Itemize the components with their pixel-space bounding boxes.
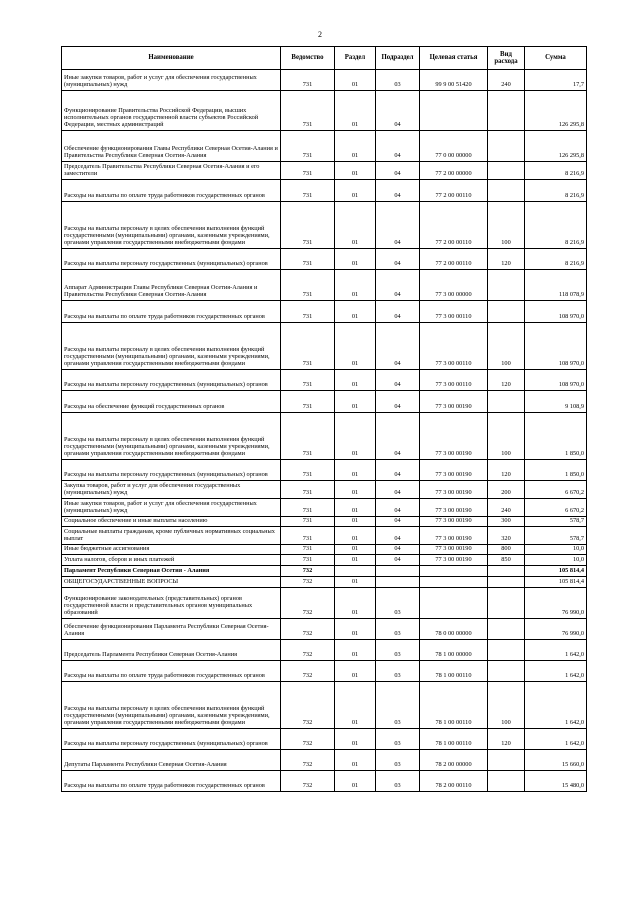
cell-name: Иные закупки товаров, работ и услуг для обеспечения государственных (муниципальных) нужд: [62, 70, 281, 91]
cell-summa: 1 642,0: [525, 682, 587, 729]
cell-podrazdel: 04: [376, 301, 420, 323]
table-row: [62, 517, 587, 527]
table-row: [62, 640, 587, 661]
cell-name: Социальные выплаты гражданам, кроме публичных нормативных социальных выплат: [62, 527, 281, 545]
cell-vedomstvo: 731: [281, 481, 335, 499]
table-row: [62, 527, 587, 545]
cell-podrazdel: 03: [376, 619, 420, 640]
budget-table: [61, 46, 587, 792]
cell-vid-raskhoda: 100: [488, 413, 525, 460]
cell-name: Депутаты Парламента Республики Северная Осетия-Алания: [62, 750, 281, 771]
cell-podrazdel: 04: [376, 323, 420, 370]
cell-razdel: 01: [335, 555, 376, 566]
cell-summa: 10,0: [525, 555, 587, 566]
header-celevaya-statya: Целевая статья: [420, 47, 488, 70]
cell-vid-raskhoda: [488, 91, 525, 131]
header-summa: Сумма: [525, 47, 587, 70]
cell-summa: 105 814,4: [525, 566, 587, 577]
cell-razdel: 01: [335, 661, 376, 682]
table-row: [62, 131, 587, 162]
cell-vedomstvo: 732: [281, 661, 335, 682]
cell-podrazdel: 04: [376, 555, 420, 566]
table-row: [62, 588, 587, 619]
cell-celevaya-statya: 77 3 00 00190: [420, 460, 488, 481]
cell-vedomstvo: 731: [281, 391, 335, 413]
cell-razdel: 01: [335, 729, 376, 750]
cell-vid-raskhoda: [488, 750, 525, 771]
cell-podrazdel: 03: [376, 661, 420, 682]
cell-celevaya-statya: 77 2 00 00110: [420, 249, 488, 270]
cell-podrazdel: 04: [376, 370, 420, 391]
cell-vid-raskhoda: 200: [488, 481, 525, 499]
cell-name: Функционирование законодательных (представительных) органов государственной власти и представительных органов муниципальных образований: [62, 588, 281, 619]
cell-summa: 6 670,2: [525, 481, 587, 499]
table-row: [62, 301, 587, 323]
cell-summa: 1 642,0: [525, 661, 587, 682]
cell-name: Расходы на выплаты персоналу в целях обеспечения выполнения функций государственными (муниципальными) органами, казенными учреждениями, органами управления государственными внебюджетными фондами: [62, 413, 281, 460]
cell-vid-raskhoda: [488, 391, 525, 413]
cell-summa: 108 970,0: [525, 370, 587, 391]
cell-vedomstvo: 731: [281, 545, 335, 555]
cell-razdel: 01: [335, 588, 376, 619]
cell-vedomstvo: 731: [281, 413, 335, 460]
cell-vedomstvo: 731: [281, 70, 335, 91]
cell-summa: 118 078,9: [525, 270, 587, 301]
cell-celevaya-statya: 77 3 00 00190: [420, 481, 488, 499]
cell-celevaya-statya: 78 1 00 00110: [420, 682, 488, 729]
cell-vid-raskhoda: 100: [488, 682, 525, 729]
cell-vedomstvo: 732: [281, 566, 335, 577]
cell-vid-raskhoda: 800: [488, 545, 525, 555]
cell-summa: 8 216,9: [525, 180, 587, 202]
cell-name: Закупка товаров, работ и услуг для обеспечения государственных (муниципальных) нужд: [62, 481, 281, 499]
header-razdel: Раздел: [335, 47, 376, 70]
table-row: [62, 270, 587, 301]
cell-celevaya-statya: 77 3 00 00190: [420, 413, 488, 460]
cell-vid-raskhoda: 100: [488, 202, 525, 249]
header-vid-raskhoda: Вид расхода: [488, 47, 525, 70]
cell-podrazdel: 04: [376, 131, 420, 162]
cell-name: Иные закупки товаров, работ и услуг для обеспечения государственных (муниципальных) нужд: [62, 499, 281, 517]
cell-podrazdel: 04: [376, 481, 420, 499]
cell-celevaya-statya: [420, 588, 488, 619]
cell-vid-raskhoda: 120: [488, 729, 525, 750]
cell-summa: 126 295,8: [525, 91, 587, 131]
cell-name: Аппарат Администрации Главы Республики Северная Осетия-Алания и Правительства Республики Северная Осетия-Алания: [62, 270, 281, 301]
cell-summa: 105 814,4: [525, 577, 587, 588]
cell-summa: 76 990,0: [525, 588, 587, 619]
cell-summa: 8 216,9: [525, 202, 587, 249]
cell-podrazdel: 04: [376, 249, 420, 270]
cell-vid-raskhoda: 300: [488, 517, 525, 527]
cell-name: ОБЩЕГОСУДАРСТВЕННЫЕ ВОПРОСЫ: [62, 577, 281, 588]
cell-name: Парламент Республики Северная Осетия - Алания: [62, 566, 281, 577]
cell-razdel: 01: [335, 70, 376, 91]
header-podrazdel: Подраздел: [376, 47, 420, 70]
table-row: [62, 91, 587, 131]
cell-celevaya-statya: 78 1 00 00000: [420, 640, 488, 661]
cell-podrazdel: [376, 566, 420, 577]
cell-vedomstvo: 731: [281, 91, 335, 131]
cell-vedomstvo: 731: [281, 527, 335, 545]
cell-vid-raskhoda: 850: [488, 555, 525, 566]
cell-vid-raskhoda: [488, 180, 525, 202]
cell-vid-raskhoda: [488, 162, 525, 180]
cell-podrazdel: 03: [376, 588, 420, 619]
cell-celevaya-statya: [420, 577, 488, 588]
cell-summa: 578,7: [525, 517, 587, 527]
cell-name: Расходы на выплаты по оплате труда работников государственных органов: [62, 180, 281, 202]
cell-razdel: 01: [335, 577, 376, 588]
table-row: [62, 162, 587, 180]
cell-podrazdel: 04: [376, 545, 420, 555]
cell-podrazdel: 03: [376, 771, 420, 792]
cell-vid-raskhoda: [488, 577, 525, 588]
table-row: [62, 771, 587, 792]
cell-celevaya-statya: 78 2 00 00110: [420, 771, 488, 792]
cell-celevaya-statya: 77 3 00 00000: [420, 270, 488, 301]
cell-razdel: 01: [335, 460, 376, 481]
cell-vid-raskhoda: [488, 301, 525, 323]
cell-razdel: 01: [335, 162, 376, 180]
cell-name: Социальное обеспечение и иные выплаты населению: [62, 517, 281, 527]
cell-podrazdel: 04: [376, 91, 420, 131]
cell-vedomstvo: 731: [281, 323, 335, 370]
cell-podrazdel: [376, 577, 420, 588]
cell-celevaya-statya: 77 3 00 00190: [420, 527, 488, 545]
cell-name: Расходы на выплаты персоналу в целях обеспечения выполнения функций государственными (муниципальными) органами, казенными учреждениями, органами управления государственными внебюджетными фондами: [62, 323, 281, 370]
cell-vedomstvo: 731: [281, 460, 335, 481]
cell-vedomstvo: 732: [281, 729, 335, 750]
cell-name: Расходы на выплаты по оплате труда работников государственных органов: [62, 661, 281, 682]
table-row: [62, 481, 587, 499]
cell-razdel: 01: [335, 270, 376, 301]
cell-vedomstvo: 732: [281, 577, 335, 588]
table-row: [62, 750, 587, 771]
cell-celevaya-statya: 78 1 00 00110: [420, 729, 488, 750]
cell-vid-raskhoda: 240: [488, 70, 525, 91]
cell-razdel: 01: [335, 370, 376, 391]
table-row: [62, 566, 587, 577]
cell-podrazdel: 04: [376, 517, 420, 527]
header-vedomstvo: Ведомство: [281, 47, 335, 70]
cell-celevaya-statya: 77 0 00 00000: [420, 131, 488, 162]
cell-vedomstvo: 731: [281, 131, 335, 162]
cell-name: Расходы на выплаты персоналу государственных (муниципальных) органов: [62, 249, 281, 270]
cell-podrazdel: 04: [376, 162, 420, 180]
cell-vid-raskhoda: 100: [488, 323, 525, 370]
table-body: [62, 70, 587, 792]
cell-vedomstvo: 731: [281, 202, 335, 249]
cell-summa: 6 670,2: [525, 499, 587, 517]
cell-podrazdel: 04: [376, 460, 420, 481]
cell-celevaya-statya: 77 2 00 00000: [420, 162, 488, 180]
cell-vid-raskhoda: [488, 270, 525, 301]
cell-razdel: 01: [335, 619, 376, 640]
cell-vedomstvo: 731: [281, 517, 335, 527]
table-row: [62, 499, 587, 517]
table-row: [62, 555, 587, 566]
cell-vedomstvo: 732: [281, 588, 335, 619]
cell-name: Иные бюджетные ассигнования: [62, 545, 281, 555]
cell-vid-raskhoda: [488, 661, 525, 682]
table-row: [62, 619, 587, 640]
cell-podrazdel: 04: [376, 180, 420, 202]
cell-celevaya-statya: 77 3 00 00190: [420, 391, 488, 413]
cell-podrazdel: 04: [376, 499, 420, 517]
cell-vedomstvo: 731: [281, 162, 335, 180]
table-row: [62, 70, 587, 91]
cell-celevaya-statya: 78 1 00 00110: [420, 661, 488, 682]
cell-razdel: 01: [335, 323, 376, 370]
cell-summa: 1 642,0: [525, 729, 587, 750]
cell-razdel: 01: [335, 481, 376, 499]
cell-celevaya-statya: 77 3 00 00110: [420, 323, 488, 370]
cell-podrazdel: 04: [376, 391, 420, 413]
cell-celevaya-statya: 78 2 00 00000: [420, 750, 488, 771]
cell-vedomstvo: 731: [281, 370, 335, 391]
table-row: [62, 682, 587, 729]
cell-celevaya-statya: 77 2 00 00110: [420, 202, 488, 249]
table-row: [62, 249, 587, 270]
cell-summa: 10,0: [525, 545, 587, 555]
table-row: [62, 202, 587, 249]
cell-celevaya-statya: 77 3 00 00110: [420, 301, 488, 323]
cell-name: Председатель Правительства Республики Северная Осетия-Алания и его заместители: [62, 162, 281, 180]
cell-vedomstvo: 732: [281, 771, 335, 792]
cell-razdel: 01: [335, 640, 376, 661]
cell-razdel: 01: [335, 499, 376, 517]
header-name: Наименование: [62, 47, 281, 70]
cell-vedomstvo: 732: [281, 640, 335, 661]
cell-name: Обеспечение функционирования Парламента Республики Северная Осетия-Алания: [62, 619, 281, 640]
cell-vedomstvo: 732: [281, 619, 335, 640]
cell-razdel: 01: [335, 301, 376, 323]
cell-celevaya-statya: 77 3 00 00190: [420, 555, 488, 566]
cell-name: Расходы на выплаты персоналу в целях обеспечения выполнения функций государственными (муниципальными) органами, казенными учреждениями, органами управления государственными внебюджетными фондами: [62, 202, 281, 249]
cell-name: Функционирование Правительства Российской Федерации, высших исполнительных органов государственной власти субъектов Российской Федерации, местных администраций: [62, 91, 281, 131]
cell-celevaya-statya: [420, 91, 488, 131]
table-row: [62, 661, 587, 682]
page-number: 2: [318, 30, 322, 39]
cell-name: Расходы на выплаты персоналу в целях обеспечения выполнения функций государственными (муниципальными) органами, казенными учреждениями, органами управления государственными внебюджетными фондами: [62, 682, 281, 729]
table-row: [62, 577, 587, 588]
cell-summa: 9 108,9: [525, 391, 587, 413]
cell-summa: 76 990,0: [525, 619, 587, 640]
cell-name: Расходы на выплаты по оплате труда работников государственных органов: [62, 301, 281, 323]
table-row: [62, 729, 587, 750]
cell-name: Уплата налогов, сборов и иных платежей: [62, 555, 281, 566]
cell-celevaya-statya: 77 3 00 00190: [420, 545, 488, 555]
cell-razdel: 01: [335, 750, 376, 771]
cell-vid-raskhoda: 240: [488, 499, 525, 517]
cell-summa: 108 970,0: [525, 301, 587, 323]
cell-vedomstvo: 731: [281, 555, 335, 566]
cell-vedomstvo: 731: [281, 180, 335, 202]
cell-celevaya-statya: 99 9 00 51420: [420, 70, 488, 91]
cell-vid-raskhoda: [488, 619, 525, 640]
table-row: [62, 323, 587, 370]
cell-name: Расходы на выплаты персоналу государственных (муниципальных) органов: [62, 729, 281, 750]
cell-summa: 15 480,0: [525, 771, 587, 792]
cell-vedomstvo: 731: [281, 270, 335, 301]
cell-vid-raskhoda: 320: [488, 527, 525, 545]
cell-razdel: 01: [335, 249, 376, 270]
cell-vedomstvo: 732: [281, 750, 335, 771]
cell-summa: 578,7: [525, 527, 587, 545]
cell-vid-raskhoda: [488, 566, 525, 577]
table-row: [62, 545, 587, 555]
cell-summa: 8 216,9: [525, 162, 587, 180]
cell-podrazdel: 03: [376, 682, 420, 729]
table-header-row: [62, 47, 587, 70]
cell-vid-raskhoda: 120: [488, 460, 525, 481]
cell-razdel: 01: [335, 202, 376, 249]
cell-razdel: 01: [335, 527, 376, 545]
cell-podrazdel: 04: [376, 413, 420, 460]
cell-summa: 108 970,0: [525, 323, 587, 370]
cell-razdel: 01: [335, 771, 376, 792]
cell-podrazdel: 03: [376, 729, 420, 750]
cell-vid-raskhoda: 120: [488, 370, 525, 391]
table-row: [62, 391, 587, 413]
cell-vedomstvo: 731: [281, 499, 335, 517]
table-row: [62, 180, 587, 202]
table-row: [62, 370, 587, 391]
cell-celevaya-statya: 78 0 00 00000: [420, 619, 488, 640]
cell-podrazdel: 03: [376, 70, 420, 91]
cell-razdel: 01: [335, 131, 376, 162]
cell-summa: 15 660,0: [525, 750, 587, 771]
cell-summa: 1 642,0: [525, 640, 587, 661]
cell-name: Расходы на выплаты по оплате труда работников государственных органов: [62, 771, 281, 792]
cell-celevaya-statya: [420, 566, 488, 577]
cell-podrazdel: 04: [376, 202, 420, 249]
cell-summa: 17,7: [525, 70, 587, 91]
table-row: [62, 460, 587, 481]
cell-podrazdel: 04: [376, 270, 420, 301]
cell-vid-raskhoda: [488, 640, 525, 661]
cell-razdel: [335, 566, 376, 577]
cell-name: Расходы на выплаты персоналу государственных (муниципальных) органов: [62, 370, 281, 391]
cell-razdel: 01: [335, 545, 376, 555]
cell-celevaya-statya: 77 3 00 00110: [420, 370, 488, 391]
cell-razdel: 01: [335, 682, 376, 729]
cell-vid-raskhoda: [488, 771, 525, 792]
cell-summa: 8 216,9: [525, 249, 587, 270]
cell-celevaya-statya: 77 3 00 00190: [420, 499, 488, 517]
cell-celevaya-statya: 77 3 00 00190: [420, 517, 488, 527]
cell-vedomstvo: 732: [281, 682, 335, 729]
cell-razdel: 01: [335, 413, 376, 460]
cell-name: Расходы на обеспечение функций государственных органов: [62, 391, 281, 413]
cell-vid-raskhoda: [488, 588, 525, 619]
cell-vedomstvo: 731: [281, 249, 335, 270]
cell-podrazdel: 03: [376, 640, 420, 661]
cell-name: Обеспечение функционирования Главы Республики Северная Осетия-Алания и Правительства Республики Северная Осетия-Алания: [62, 131, 281, 162]
cell-summa: 1 850,0: [525, 460, 587, 481]
table-row: [62, 413, 587, 460]
cell-summa: 126 295,8: [525, 131, 587, 162]
cell-razdel: 01: [335, 391, 376, 413]
cell-name: Председатель Парламента Республики Северная Осетия-Алания: [62, 640, 281, 661]
cell-podrazdel: 04: [376, 527, 420, 545]
cell-razdel: 01: [335, 91, 376, 131]
cell-celevaya-statya: 77 2 00 00110: [420, 180, 488, 202]
cell-name: Расходы на выплаты персоналу государственных (муниципальных) органов: [62, 460, 281, 481]
cell-razdel: 01: [335, 180, 376, 202]
cell-podrazdel: 03: [376, 750, 420, 771]
cell-vid-raskhoda: [488, 131, 525, 162]
cell-summa: 1 850,0: [525, 413, 587, 460]
cell-vid-raskhoda: 120: [488, 249, 525, 270]
cell-razdel: 01: [335, 517, 376, 527]
cell-vedomstvo: 731: [281, 301, 335, 323]
